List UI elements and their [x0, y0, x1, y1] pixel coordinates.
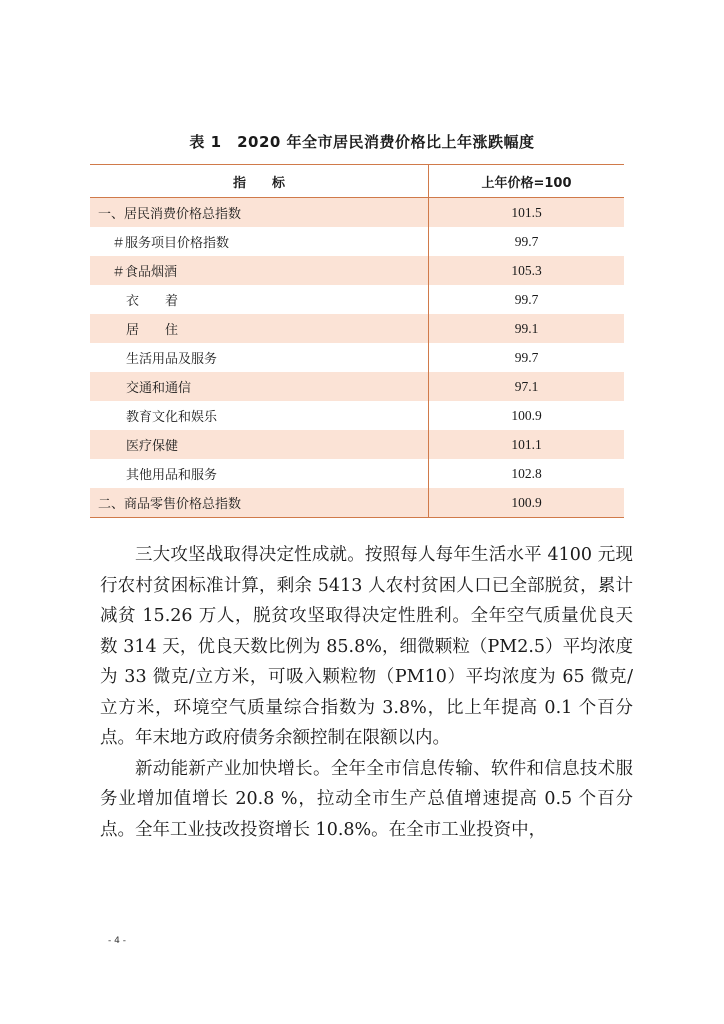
table-row — [90, 401, 624, 430]
table-row — [90, 488, 624, 518]
row-value: 99.7 — [514, 233, 539, 249]
body-text — [100, 540, 633, 845]
table-row — [90, 343, 624, 372]
row-label: 教育文化和娱乐 — [90, 401, 429, 430]
paragraph-new-industries: 新动能新产业加快增长。全年全市信息传输、软件和信息技术服务业增加值增长 20.8 %，拉动全市生产总值增速提高 0.5 个百分点。全年工业技改投资增长 10.8%。在全市工业投资中， — [100, 758, 633, 840]
row-value: 99.7 — [514, 291, 539, 307]
table-row — [90, 198, 624, 228]
row-label: 一、居民消费价格总指数 — [90, 198, 429, 228]
row-value: 99.7 — [514, 349, 539, 365]
row-label: 居 住 — [90, 314, 429, 343]
row-label: 衣 着 — [90, 285, 429, 314]
row-value: 100.9 — [429, 488, 625, 518]
row-value: 99.1 — [429, 314, 625, 343]
row-label: 交通和通信 — [90, 372, 429, 401]
row-value: 102.8 — [511, 465, 542, 481]
table-row — [90, 372, 624, 401]
column-header-value: 上年价格=100 — [429, 165, 625, 198]
price-index-table — [90, 164, 624, 518]
row-label: 二、商品零售价格总指数 — [90, 488, 429, 518]
table-row — [90, 459, 624, 488]
row-value: 100.9 — [511, 407, 542, 423]
row-label: 其他用品和服务 — [90, 459, 429, 488]
row-value: 101.1 — [429, 430, 625, 459]
table-header-row — [90, 165, 624, 198]
row-label: 医疗保健 — [90, 430, 429, 459]
row-label: ＃食品烟酒 — [90, 256, 429, 285]
table-row — [90, 227, 624, 256]
row-value: 105.3 — [429, 256, 625, 285]
table-title: 表 1 2020 年全市居民消费价格比上年涨跌幅度 — [189, 133, 535, 151]
row-label: 生活用品及服务 — [90, 343, 429, 372]
paragraph-poverty-environment: 三大攻坚战取得决定性成就。按照每人每年生活水平 4100 元现行农村贫困标准计算，剩余 5413 人农村贫困人口已全部脱贫，累计减贫 15.26 万人，脱贫攻坚取得决定性胜利。全年空气质量优良天数 314 天，优良天数比例为 85.8%，细微颗粒（PM2.5）平均浓度为 33 微克/立方米，可吸入颗粒物（PM10）平均浓度为 65 微克/立方米，环境空气质量综合指数为 3.8%，比上年提高 0.1 个百分点。年末地方政府债务余额控制在限额以内。 — [100, 545, 633, 748]
row-value: 97.1 — [429, 372, 625, 401]
table-row — [90, 285, 624, 314]
table-row — [90, 430, 624, 459]
column-header-indicator: 指 标 — [90, 165, 429, 198]
table-row — [90, 314, 624, 343]
row-value: 101.5 — [429, 198, 625, 228]
table-row — [90, 256, 624, 285]
row-label: ＃服务项目价格指数 — [90, 227, 429, 256]
page-number: - 4 - — [108, 936, 126, 946]
